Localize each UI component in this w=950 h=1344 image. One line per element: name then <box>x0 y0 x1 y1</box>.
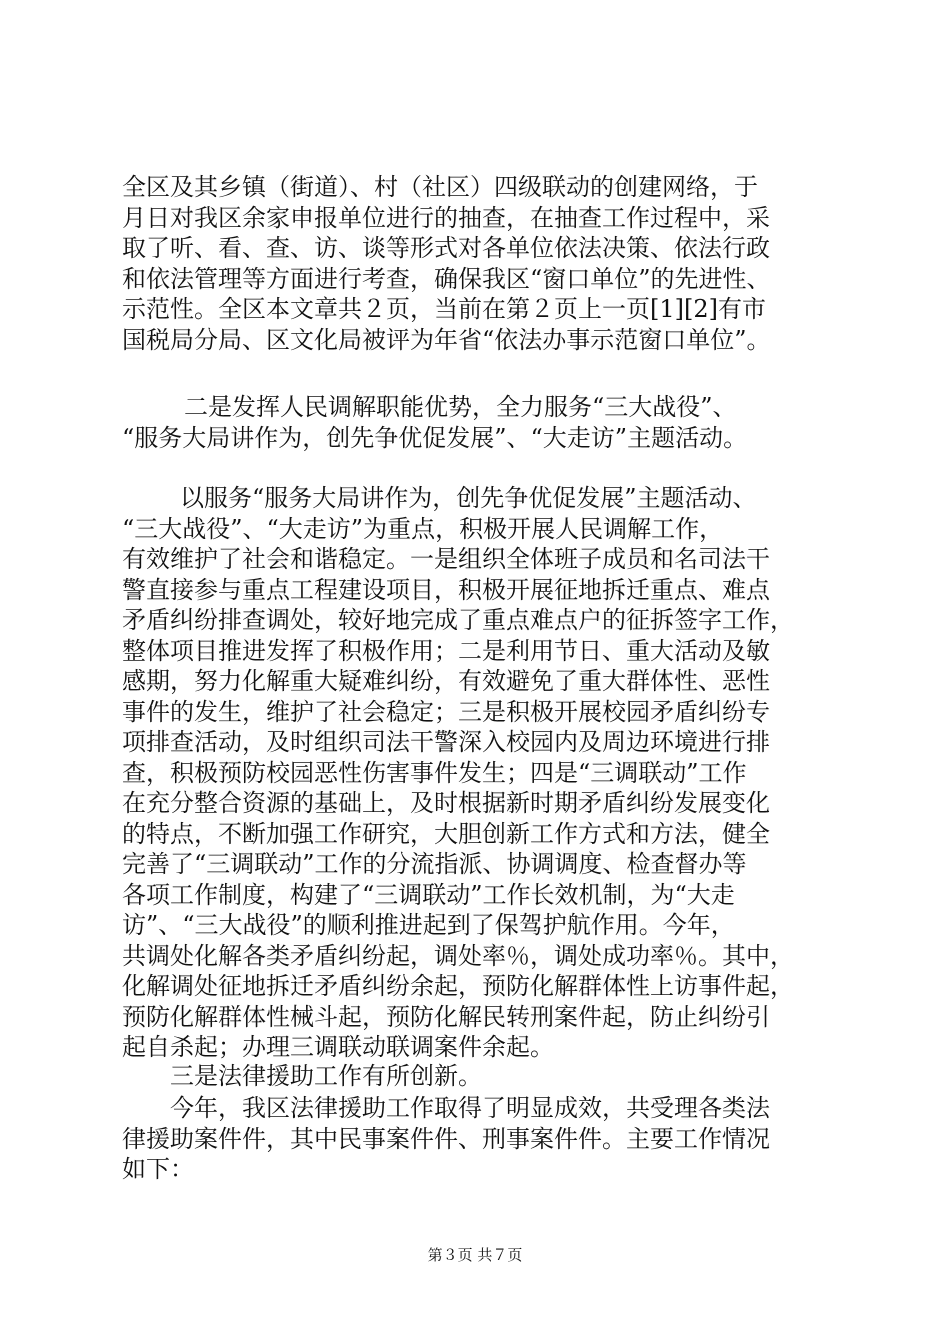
text-line: 全区及其乡镇（街道）、村（社区）四级联动的创建网络，于 <box>122 173 758 201</box>
text-line: 起自杀起；办理三调联动联调案件余起。 <box>122 1033 554 1061</box>
text-line: 律援助案件件，其中民事案件件、刑事案件件。主要工作情况 <box>122 1124 770 1153</box>
text-line: 感期，努力化解重大疑难纠纷，有效避免了重大群体性、恶性 <box>122 667 770 695</box>
text-line: 和依法管理等方面进行考查，确保我区“窗口单位”的先进性、 <box>122 264 771 293</box>
text-line: 完善了“三调联动”工作的分流指派、协调调度、检查督办等 <box>122 850 747 878</box>
text-line: 事件的发生，维护了社会稳定；三是积极开展校园矛盾纠纷专 <box>122 697 770 726</box>
text-line: 查，积极预防校园恶性伤害事件发生；四是“三调联动”工作 <box>122 758 747 787</box>
text-line: 二是发挥人民调解职能优势，全力服务“三大战役”、 <box>184 393 737 421</box>
text-line: 有效维护了社会和谐稳定。一是组织全体班子成员和名司法干 <box>122 545 770 573</box>
paragraph-4 <box>122 1061 842 1092</box>
text-line: 取了听、看、查、访、谈等形式对各单位依法决策、依法行政 <box>122 234 770 262</box>
text-line: “服务大局讲作为，创先争优促发展”、“大走访”主题活动。 <box>122 423 748 452</box>
text-line: 项排查活动，及时组织司法干警深入校园内及周边环境进行排 <box>122 728 770 756</box>
text-line: 矛盾纠纷排查调处，较好地完成了重点难点户的征拆签字工作， <box>122 606 794 634</box>
text-line: 今年，我区法律援助工作取得了明显成效，共受理各类法 <box>170 1094 770 1122</box>
page-footer <box>0 1245 950 1265</box>
text-line: “三大战役”、“大走访”为重点，积极开展人民调解工作， <box>122 514 724 543</box>
text-line: 警直接参与重点工程建设项目，积极开展征地拆迁重点、难点 <box>122 575 770 604</box>
text-line: 以服务“服务大局讲作为，创先争优促发展”主题活动、 <box>180 484 757 512</box>
text-line: 共调处化解各类矛盾纠纷起，调处率％，调处成功率％。其中， <box>122 941 794 970</box>
text-line: 访”、“三大战役”的顺利推进起到了保驾护航作用。今年， <box>122 911 735 939</box>
paragraph-2 <box>122 392 842 453</box>
text-line: 整体项目推进发挥了积极作用；二是利用节日、重大活动及敏 <box>122 636 770 665</box>
text-line: 月日对我区余家申报单位进行的抽查，在抽查工作过程中，采 <box>122 203 770 232</box>
text-line: 预防化解群体性械斗起，预防化解民转刑案件起，防止纠纷引 <box>122 1002 770 1031</box>
text-line: 在充分整合资源的基础上，及时根据新时期矛盾纠纷发展变化 <box>122 789 770 817</box>
text-line: 的特点，不断加强工作研究，大胆创新工作方式和方法，健全 <box>122 819 770 848</box>
paragraph-3 <box>122 483 842 1063</box>
text-line: 化解调处征地拆迁矛盾纠纷余起，预防化解群体性上访事件起， <box>122 972 794 1000</box>
paragraph-5 <box>122 1093 842 1185</box>
text-line: 国税局分局、区文化局被评为年省“依法办事示范窗口单位”。 <box>122 325 771 354</box>
page-indicator: 第３页 共７页 <box>427 1246 523 1264</box>
text-line: 各项工作制度，构建了“三调联动”工作长效机制，为“大走 <box>122 880 735 909</box>
text-line: 示范性。全区本文章共２页，当前在第２页上一页[1][2]有市 <box>122 295 766 323</box>
paragraph-1 <box>122 172 842 355</box>
text-line: 三是法律援助工作有所创新。 <box>170 1062 482 1090</box>
text-line: 如下： <box>122 1155 194 1183</box>
